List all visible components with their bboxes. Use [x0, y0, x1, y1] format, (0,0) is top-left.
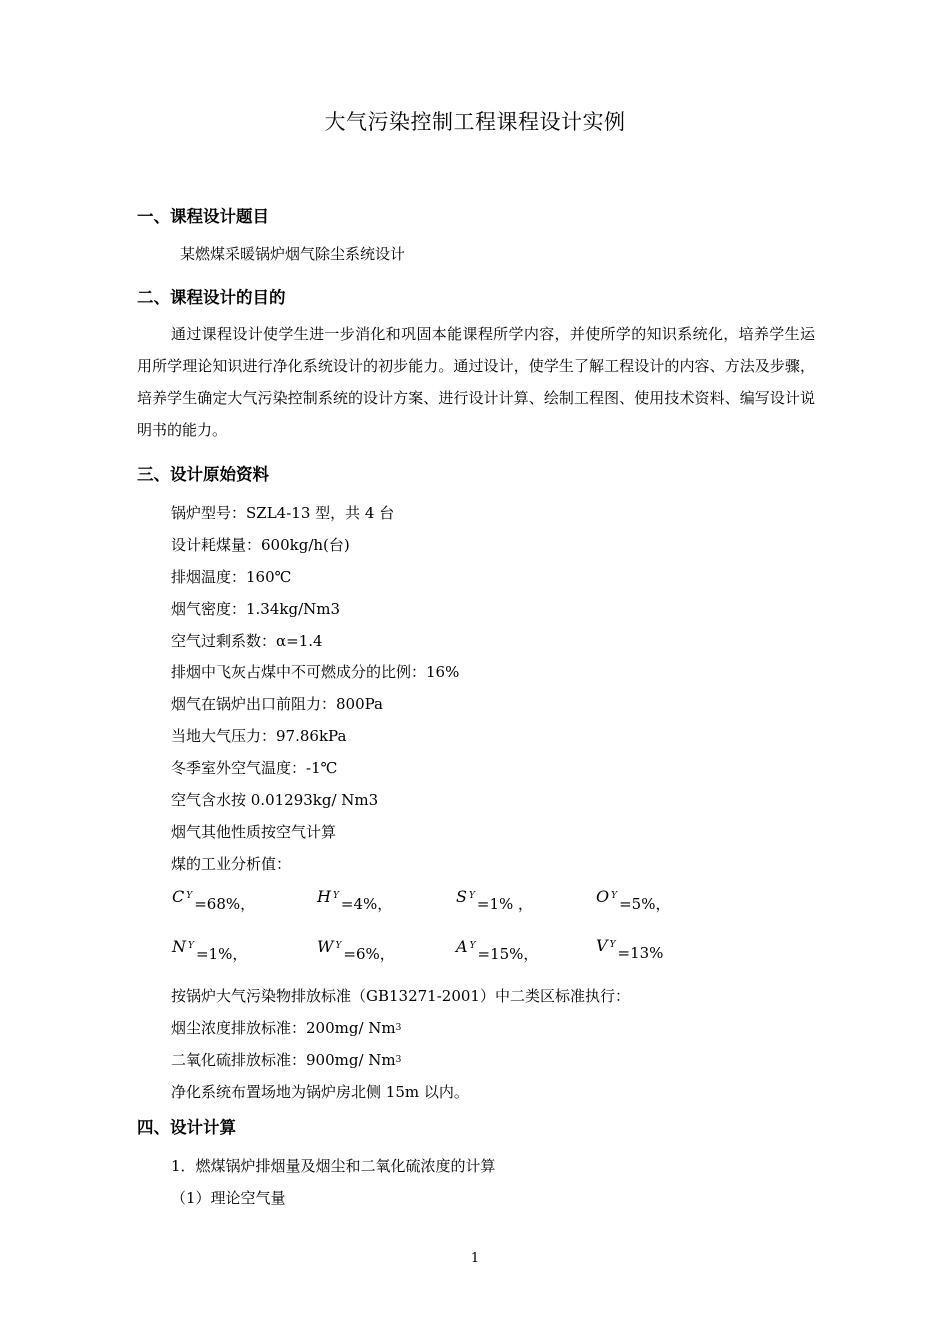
- section-heading-2: 二、课程设计的目的: [137, 288, 286, 307]
- formula-symbol: C: [172, 887, 185, 906]
- coal-carbon: [172, 886, 256, 913]
- formula-superscript: Y: [469, 941, 476, 951]
- page-number: 1: [470, 1251, 480, 1266]
- formula-value: =5%，: [619, 895, 671, 913]
- formula-value: =1%，: [195, 945, 248, 963]
- formula-superscript: Y: [186, 891, 193, 901]
- formula-value: =68%，: [194, 895, 256, 913]
- formula-superscript: Y: [468, 891, 475, 901]
- dust-standard: [171, 1017, 401, 1038]
- emission-standard: 按锅炉大气污染物排放标准（GB13271-2001）中二类区标准执行：: [171, 987, 630, 1005]
- data-item: 煤的工业分析值：: [171, 855, 292, 873]
- document-title: 大气污染控制工程课程设计实例: [324, 110, 626, 134]
- formula-symbol: A: [456, 937, 468, 956]
- data-item: 冬季室外空气温度：-1℃: [171, 759, 338, 777]
- so2-standard: [171, 1049, 401, 1070]
- data-item: 烟气在锅炉出口前阻力：800Pa: [171, 695, 383, 713]
- coal-hydrogen: [317, 886, 393, 913]
- data-item: 空气过剩系数：α=1.4: [171, 632, 323, 650]
- data-item: 排烟温度：160℃: [171, 568, 292, 586]
- formula-symbol: S: [456, 887, 467, 906]
- purpose-paragraph: 通过课程设计使学生进一步消化和巩固本能课程所学内容，并使所学的知识系统化，培养学生运用所学理论知识进行净化系统设计的初步能力。通过设计，使学生了解工程设计的内容、方法及步骤，培养学生确定大气污染控制系统的设计方案、进行设计计算、绘制工程图、使用技术资料、编写设计说明书的能力。: [137, 325, 815, 439]
- formula-value: =1% ，: [476, 895, 534, 913]
- data-item: 当地大气压力：97.86kPa: [171, 727, 347, 745]
- unit-subscript: 3: [395, 1023, 402, 1033]
- data-item: 锅炉型号：SZL4-13 型，共 4 台: [171, 504, 395, 522]
- formula-value: =13%: [617, 944, 664, 962]
- section-heading-4: 四、设计计算: [137, 1118, 236, 1137]
- data-item: 排烟中飞灰占煤中不可燃成分的比例：16%: [171, 663, 460, 681]
- coal-oxygen: [596, 886, 671, 913]
- formula-superscript: Y: [335, 941, 342, 951]
- section-heading-3: 三、设计原始资料: [137, 465, 269, 484]
- formula-value: =15%，: [477, 945, 539, 963]
- calc-item-1: 1．燃煤锅炉排烟量及烟尘和二氧化硫浓度的计算: [171, 1157, 496, 1175]
- formula-symbol: V: [596, 936, 608, 955]
- formula-symbol: H: [317, 887, 331, 906]
- formula-symbol: N: [172, 937, 186, 956]
- data-item: 烟气密度：1.34kg/Nm3: [171, 600, 341, 618]
- dust-standard-text: 烟尘浓度排放标准：200mg/ Nm: [171, 1019, 396, 1037]
- unit-subscript: 3: [395, 1055, 402, 1065]
- formula-superscript: Y: [332, 891, 339, 901]
- so2-standard-text: 二氧化硫排放标准：900mg/ Nm: [171, 1051, 396, 1069]
- calc-subitem-1: （1）理论空气量: [171, 1189, 286, 1207]
- formula-superscript: Y: [188, 941, 194, 951]
- formula-value: =6%，: [343, 945, 395, 963]
- coal-volatile: [596, 936, 664, 962]
- site-location: 净化系统布置场地为锅炉房北侧 15m 以内。: [171, 1083, 469, 1101]
- formula-symbol: W: [317, 937, 334, 956]
- coal-ash: [456, 936, 539, 963]
- section-heading-1: 一、课程设计题目: [137, 207, 269, 226]
- data-item: 烟气其他性质按空气计算: [171, 823, 337, 841]
- formula-value: =4%，: [340, 895, 393, 913]
- formula-symbol: O: [596, 887, 610, 906]
- data-item: 空气含水按 0.01293kg/ Nm3: [171, 791, 379, 809]
- coal-nitrogen: [172, 936, 248, 963]
- data-item: 设计耗煤量：600kg/h(台): [171, 536, 350, 554]
- coal-sulfur: [456, 886, 534, 913]
- formula-superscript: Y: [609, 940, 616, 950]
- formula-superscript: Y: [611, 891, 618, 901]
- coal-water: [317, 936, 395, 963]
- design-topic: 某燃煤采暖锅炉烟气除尘系统设计: [180, 245, 406, 263]
